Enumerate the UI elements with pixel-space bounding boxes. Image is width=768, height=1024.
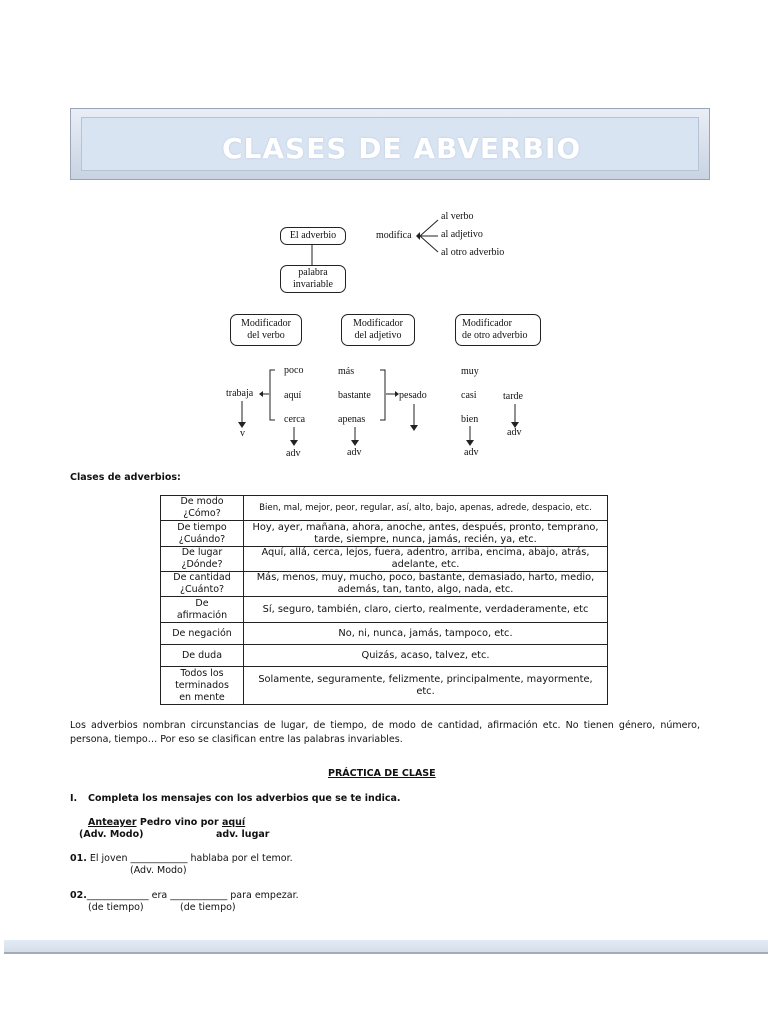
words-cell: Hoy, ayer, mañana, ahora, anoche, antes, después, pronto, temprano, tarde, siempre, nunca, jamás, recién, ya, etc. — [244, 521, 608, 547]
cat-line: ¿Cuándo? — [178, 533, 226, 545]
ex3-word-bien: bien — [461, 414, 479, 425]
cat-line: De negación — [172, 627, 232, 639]
example-word-1: Anteayer — [88, 817, 137, 828]
table-row — [161, 521, 608, 547]
instruction-number: I. — [70, 793, 78, 804]
question-1 — [70, 853, 293, 864]
cat-line: De modo — [180, 496, 224, 507]
cat-line: De — [195, 597, 209, 609]
target-adverbio: al otro adverbio — [441, 247, 505, 258]
palabra-invariable-node — [280, 265, 346, 293]
cat-cell — [161, 645, 244, 667]
footer-bar — [4, 940, 768, 954]
cat-cell — [161, 623, 244, 645]
ex2-adj: pesado — [399, 390, 427, 401]
table-row — [161, 547, 608, 572]
mod-adjetivo-line2: del adjetivo — [354, 330, 402, 341]
words-cell: Bien, mal, mejor, peor, regular, así, alto, bajo, apenas, adrede, despacio, etc. — [244, 496, 608, 521]
table-row — [161, 623, 608, 645]
ex1-adv: adv — [286, 448, 301, 459]
modificador-verbo-node — [230, 314, 302, 346]
modifica-label: modifica — [376, 230, 412, 241]
question-2 — [70, 890, 299, 901]
words-cell: Solamente, seguramente, felizmente, principalmente, mayormente, etc. — [244, 667, 608, 705]
table-row — [161, 572, 608, 597]
practica-heading: PRÁCTICA DE CLASE — [328, 768, 436, 779]
example-sentence — [88, 817, 245, 828]
cat-cell — [161, 496, 244, 521]
target-verbo: al verbo — [441, 211, 474, 222]
cat-line: De lugar — [181, 547, 223, 558]
cat-line: De duda — [181, 649, 223, 661]
cat-line: De cantidad — [173, 572, 231, 583]
mod-verbo-line2: del verbo — [247, 330, 285, 341]
mod-adverbio-line2: de otro adverbio — [462, 330, 528, 341]
words-cell: Más, menos, muy, mucho, poco, bastante, demasiado, harto, medio, además, tan, tanto, algo, nada, etc. — [244, 572, 608, 597]
ex1-word-aqui: aquí — [284, 390, 302, 401]
question-1-number: 01. — [70, 853, 87, 864]
table-row — [161, 667, 608, 705]
adverb-classes-table — [160, 495, 608, 705]
words-cell: Sí, seguro, también, claro, cierto, realmente, verdaderamente, etc — [244, 597, 608, 623]
example-hint-1: (Adv. Modo) — [79, 829, 144, 840]
question-2-text: _____________ era ____________ para empezar. — [86, 890, 299, 901]
ex2-word-apenas: apenas — [338, 414, 366, 425]
question-2-hint-2: (de tiempo) — [180, 902, 236, 913]
instruction-text: Completa los mensajes con los adverbios que se te indica. — [88, 793, 401, 804]
words-cell: No, ni, nunca, jamás, tampoco, etc. — [244, 623, 608, 645]
cat-cell — [161, 597, 244, 623]
ex3-adv: adv — [464, 447, 479, 458]
cat-line: ¿Cuánto? — [179, 584, 225, 595]
cat-cell — [161, 547, 244, 572]
palabra-line2: invariable — [293, 279, 333, 290]
modificador-adverbio-node — [455, 314, 541, 346]
palabra-line1: palabra — [298, 267, 328, 278]
ex1-word-cerca: cerca — [284, 414, 306, 425]
question-2-number: 02. — [70, 890, 87, 901]
table-row — [161, 496, 608, 521]
words-cell: Quizás, acaso, talvez, etc. — [244, 645, 608, 667]
cat-cell — [161, 521, 244, 547]
ex3-word-casi: casi — [461, 390, 477, 401]
example-middle: Pedro vino por — [136, 817, 222, 828]
page-title: CLASES DE ABVERBIO — [222, 132, 582, 165]
modificador-adjetivo-node — [341, 314, 415, 346]
ex2-word-bastante: bastante — [338, 390, 371, 401]
cat-line: De tiempo — [177, 521, 227, 533]
cat-line: afirmación — [176, 609, 228, 621]
cat-line: terminados — [175, 679, 229, 691]
question-2-hint-1: (de tiempo) — [88, 902, 144, 913]
table-row — [161, 597, 608, 623]
ex2-word-mas: más — [338, 366, 355, 377]
ex3-adv-word: tarde — [503, 391, 523, 402]
cat-line: ¿Dónde? — [181, 559, 223, 570]
ex1-word-poco: poco — [284, 365, 304, 376]
ex1-verb: trabaja — [226, 388, 254, 399]
cat-line: Todos los — [180, 667, 224, 679]
cat-line: en mente — [179, 691, 225, 703]
cat-cell — [161, 667, 244, 705]
ex1-v: v — [240, 428, 245, 439]
example-word-2: aquí — [221, 817, 246, 828]
cat-line: ¿Cómo? — [183, 508, 221, 519]
explanation-paragraph: Los adverbios nombran circunstancias de lugar, de tiempo, de modo de cantidad, afirmación etc. No tienen género, número, persona, tiempo… Por eso se clasifican entre las palabras invariables. — [70, 720, 700, 745]
root-node — [280, 227, 346, 245]
ex2-adv: adv — [347, 447, 362, 458]
mod-adverbio-line1: Modificador — [462, 318, 512, 329]
cat-cell — [161, 572, 244, 597]
section-label: Clases de adverbios: — [70, 472, 181, 483]
ex3-word-muy: muy — [461, 366, 479, 377]
target-adjetivo: al adjetivo — [441, 229, 483, 240]
table-row — [161, 645, 608, 667]
question-1-text: El joven ____________ hablaba por el temor. — [86, 853, 293, 864]
root-node-label: El adverbio — [289, 230, 337, 241]
mod-verbo-line1: Modificador — [241, 318, 291, 329]
ex3-adv-right: adv — [507, 427, 522, 438]
mod-adjetivo-line1: Modificador — [353, 318, 403, 329]
example-hint-2: adv. lugar — [216, 829, 270, 840]
question-1-hint: (Adv. Modo) — [130, 865, 187, 876]
words-cell: Aquí, allá, cerca, lejos, fuera, adentro, arriba, encima, abajo, atrás, adelante, etc. — [244, 547, 608, 572]
